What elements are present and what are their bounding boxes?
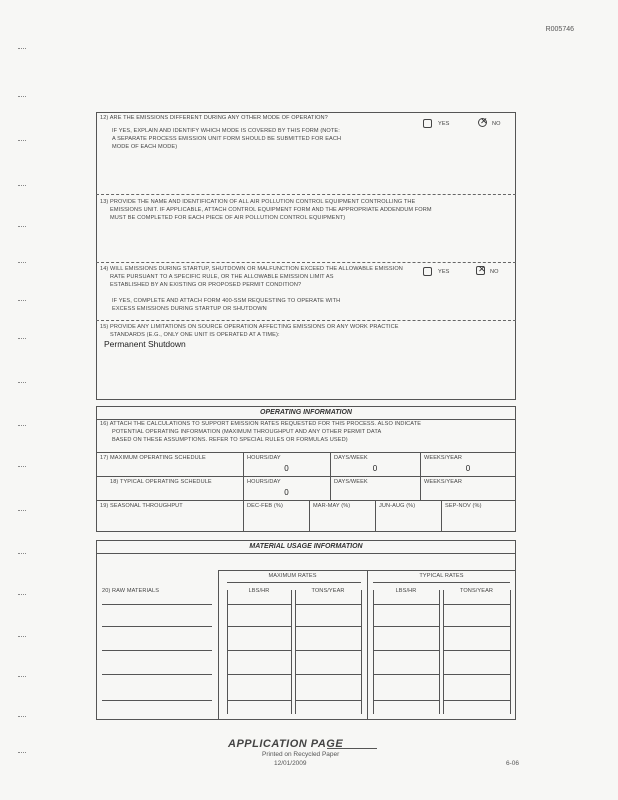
footer-title: APPLICATION PAGE — [228, 738, 344, 750]
q13-line3: MUST BE COMPLETED FOR EACH PIECE OF AIR POLLUTION CONTROL EQUIPMENT) — [110, 215, 346, 221]
margin-mark — [18, 300, 26, 301]
operating-intro-line1: 16) ATTACH THE CALCULATIONS TO SUPPORT EMISSION RATES REQUESTED FOR THIS PROCESS. ALSO INDICATE — [100, 421, 422, 427]
margin-mark — [18, 140, 26, 141]
divider — [367, 570, 516, 571]
footer-date: 12/01/2009 — [274, 760, 307, 767]
typ-weeks-label: WEEKS/YEAR — [424, 479, 462, 485]
max-tons-year-label: TONS/YEAR — [311, 588, 345, 594]
q14-note-line1: IF YES, COMPLETE AND ATTACH FORM 400-SSM REQUESTING TO OPERATE WITH — [112, 298, 341, 304]
margin-mark — [18, 425, 26, 426]
margin-mark — [18, 338, 26, 339]
dec-feb-label: DEC-FEB (%) — [247, 503, 283, 509]
q14-line3: ESTABLISHED BY AN EXISTING OR PROPOSED PERMIT CONDITION? — [110, 282, 302, 288]
divider — [96, 320, 516, 321]
q14-yes-label: YES — [438, 269, 450, 275]
max-weeks-label: WEEKS/YEAR — [424, 455, 462, 461]
material-usage-title: MATERIAL USAGE INFORMATION — [249, 543, 363, 550]
q13-line2: EMISSIONS UNIT. IF APPLICABLE, ATTACH CONTROL EQUIPMENT FORM AND THE APPROPRIATE ADDENDUM FORM — [110, 207, 432, 213]
margin-mark — [18, 466, 26, 467]
q12-no-label: NO — [492, 121, 501, 127]
divider — [96, 419, 516, 420]
margin-mark — [18, 96, 26, 97]
margin-mark — [18, 226, 26, 227]
divider — [373, 582, 510, 583]
q14-yes-checkbox[interactable] — [423, 267, 432, 276]
q12-note-line3: MODE OF EACH MODE) — [112, 144, 178, 150]
margin-mark — [18, 185, 26, 186]
q14-no-label: NO — [490, 269, 499, 275]
q12-text: 12) ARE THE EMISSIONS DIFFERENT DURING ANY OTHER MODE OF OPERATION? — [100, 115, 328, 121]
divider — [227, 582, 361, 583]
divider — [375, 500, 376, 532]
margin-mark — [18, 510, 26, 511]
maximum-rates-label: MAXIMUM RATES — [268, 573, 317, 579]
q12-yes-checkbox[interactable] — [423, 119, 432, 128]
max-days-label: DAYS/WEEK — [334, 455, 368, 461]
divider — [218, 570, 367, 571]
typical-rates-label: TYPICAL RATES — [419, 573, 464, 579]
typ-hours-value[interactable]: 0 — [284, 488, 289, 497]
margin-mark — [18, 676, 26, 677]
q14-no-checkbox[interactable]: ✕ — [478, 264, 486, 274]
q12-note-line1: IF YES, EXPLAIN AND IDENTIFY WHICH MODE IS COVERED BY THIS FORM (NOTE: — [112, 128, 340, 134]
max-lbs-hr-label: LBS/HR — [248, 588, 270, 594]
max-hours-value[interactable]: 0 — [284, 464, 289, 473]
material-usage-box — [96, 540, 516, 720]
q14-line1: 14) WILL EMISSIONS DURING STARTUP, SHUTDOWN OR MALFUNCTION EXCEED THE ALLOWABLE EMISSION — [100, 266, 403, 272]
margin-mark — [18, 636, 26, 637]
seasonal-label: 19) SEASONAL THROUGHPUT — [100, 503, 183, 509]
divider — [367, 570, 368, 720]
divider — [96, 452, 516, 453]
doc-id: R005746 — [545, 26, 574, 33]
typ-schedule-label: 18) TYPICAL OPERATING SCHEDULE — [110, 479, 212, 485]
jun-aug-label: JUN-AUG (%) — [379, 503, 416, 509]
footer-page-number: 6-06 — [506, 760, 520, 767]
operating-info-title: OPERATING INFORMATION — [260, 409, 352, 416]
margin-mark — [18, 48, 26, 49]
divider — [243, 500, 244, 532]
margin-mark — [18, 382, 26, 383]
margin-mark — [18, 594, 26, 595]
q14-line2: RATE PURSUANT TO A SPECIFIC RULE, OR THE ALLOWABLE EMISSION LIMIT AS — [110, 274, 334, 280]
footer-recycled: Printed on Recycled Paper — [262, 751, 340, 758]
sep-nov-label: SEP-NOV (%) — [445, 503, 482, 509]
raw-materials-label: 20) RAW MATERIALS — [102, 588, 160, 594]
operating-intro-line3: BASED ON THESE ASSUMPTIONS. REFER TO SPECIAL RULES OR FORMULAS USED) — [112, 437, 348, 443]
margin-mark — [18, 262, 26, 263]
q12-note-line2: A SEPARATE PROCESS EMISSION UNIT FORM SHOULD BE SUBMITTED FOR EACH — [112, 136, 342, 142]
upper-form-box — [96, 112, 516, 400]
margin-mark — [18, 553, 26, 554]
divider — [96, 262, 516, 263]
q15-line1: 15) PROVIDE ANY LIMITATIONS ON SOURCE OPERATION AFFECTING EMISSIONS OR ANY WORK PRACTICE — [100, 324, 399, 330]
divider — [96, 476, 516, 477]
q13-line1: 13) PROVIDE THE NAME AND IDENTIFICATION OF ALL AIR POLLUTION CONTROL EQUIPMENT CONTROLLING THE — [100, 199, 416, 205]
q12-no-checkbox[interactable]: ✕ — [480, 116, 488, 126]
divider — [96, 194, 516, 195]
operating-intro-line2: POTENTIAL OPERATING INFORMATION (MAXIMUM THROUGHPUT AND ANY OTHER PERMIT DATA — [112, 429, 382, 435]
typ-tons-year-label: TONS/YEAR — [459, 588, 494, 594]
max-days-value[interactable]: 0 — [372, 464, 378, 473]
margin-mark — [18, 752, 26, 753]
divider — [309, 500, 310, 532]
divider — [96, 553, 516, 554]
divider — [327, 748, 377, 749]
mar-may-label: MAR-MAY (%) — [313, 503, 351, 509]
q15-answer: Permanent Shutdown — [104, 339, 186, 349]
margin-mark — [18, 716, 26, 717]
divider — [218, 570, 219, 720]
typ-days-label: DAYS/WEEK — [334, 479, 368, 485]
q14-note-line2: EXCESS EMISSIONS DURING STARTUP OR SHUTDOWN — [112, 306, 267, 312]
max-hours-label: HOURS/DAY — [247, 455, 281, 461]
max-schedule-label: 17) MAXIMUM OPERATING SCHEDULE — [100, 455, 206, 461]
max-weeks-value[interactable]: 0 — [465, 464, 471, 473]
typ-hours-label: HOURS/DAY — [247, 479, 281, 485]
divider — [96, 500, 516, 501]
typ-lbs-hr-label: LBS/HR — [395, 588, 417, 594]
q12-yes-label: YES — [438, 121, 450, 127]
divider — [441, 500, 442, 532]
q15-line2: STANDARDS (E.G., ONLY ONE UNIT IS OPERATED AT A TIME): — [110, 332, 280, 338]
